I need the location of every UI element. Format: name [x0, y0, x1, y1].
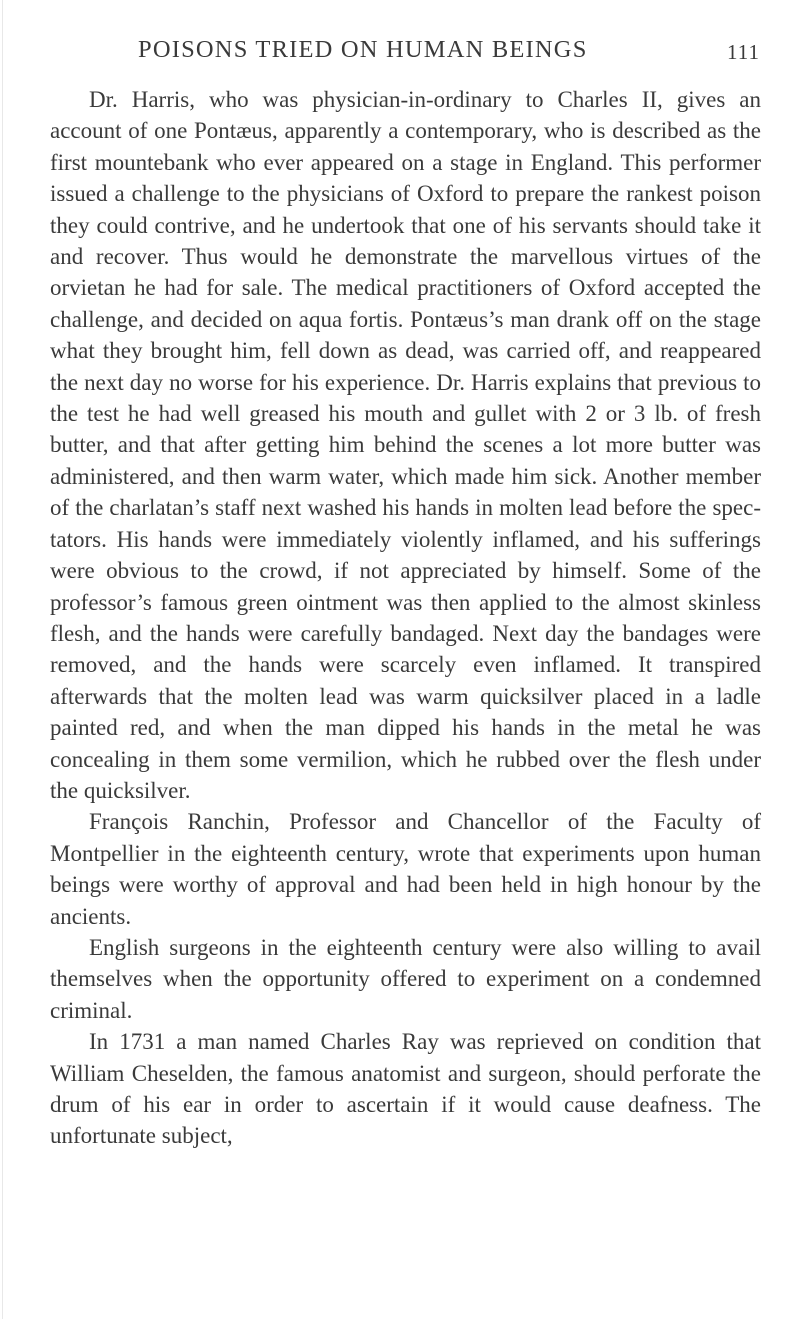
- paragraph-charles-ray: In 1731 a man named Charles Ray was reprieved on condition that William Cheselden, the famous anatomist and surgeon, should perforate the drum of his ear in order to ascertain if it would cause deafness. The unfortunate subject,: [50, 1029, 761, 1149]
- running-head: [138, 36, 760, 70]
- page-number: 111: [727, 40, 760, 64]
- body-text: [50, 84, 761, 1152]
- paragraph-english-surgeons: English surgeons in the eighteenth century were also willing to avail themselves when the opportunity offered to experiment on a condemned criminal.: [50, 934, 761, 1023]
- paragraph-ranchin: François Ranchin, Professor and Chancellor of the Faculty of Montpellier in the eighteenth century, wrote that experiments upon human beings were worthy of approval and had been held in high honour by the ancients.: [50, 809, 761, 929]
- page-edge-divider: [2, 0, 3, 1319]
- running-title: POISONS TRIED ON HUMAN BEINGS: [138, 36, 588, 63]
- paragraph-harris-pontaeus: Dr. Harris, who was physician-in-ordinary to Charles II, gives an account of one Pontæus, apparently a contemporary, who is described as the first mountebank who ever appeared on a stage in England. This performer issued a challenge to the physicians of Oxford to prepare the rankest poison they could contrive, and he undertook that one of his servants should take it and recover. Thus would he demonstrate the marvellous virtues of the orvietan he had for sale. The medical practitioners of Oxford accepted the challenge, and decided on aqua fortis. Pontæus’s man drank off on the stage what they brought him, fell down as dead, was carried off, and reappeared the next day no worse for his experience. Dr. Harris explains that previous to the test he had well greased his mouth and gullet with 2 or 3 lb. of fresh butter, and that after getting him behind the scenes a lot more butter was administered, and then warm water, which made him sick. Another member of the charlatan’s staff next washed his hands in molten lead before the spectators. His hands were immediately violently inflamed, and his sufferings were obvious to the crowd, if not appreciated by himself. Some of the professor’s famous green ointment was then applied to the almost skinless flesh, and the hands were carefully bandaged. Next day the bandages were removed, and the hands were scarcely even inflamed. It transpired afterwards that the molten lead was warm quicksilver placed in a ladle painted red, and when the man dipped his hands in the metal he was concealing in them some vermilion, which he rubbed over the flesh under the quicksilver.: [50, 87, 761, 803]
